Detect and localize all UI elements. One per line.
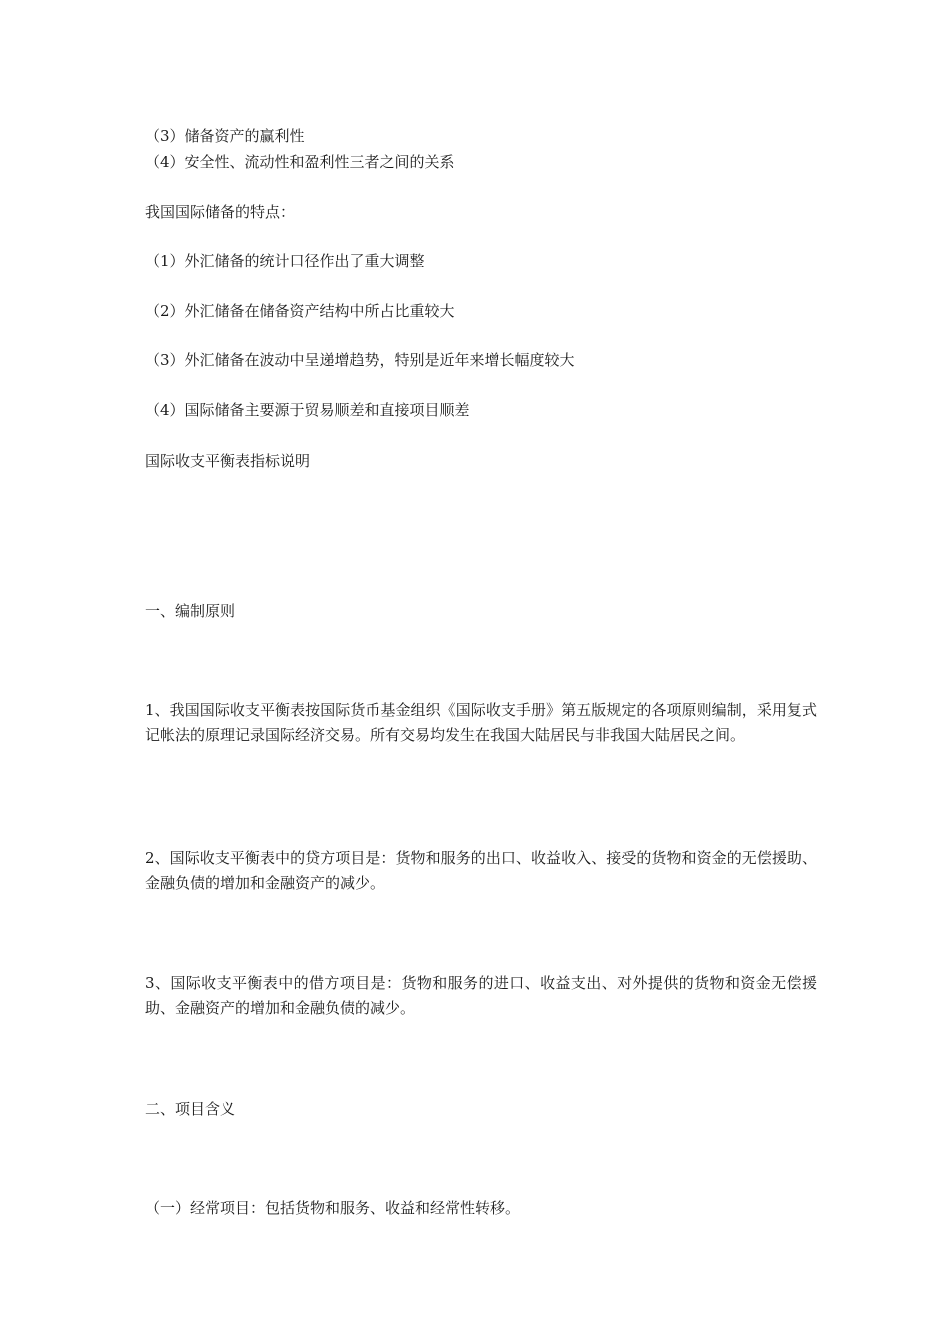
reserve-principle-item-4: （4）安全性、流动性和盈利性三者之间的关系 xyxy=(145,153,455,171)
section-2-item-1: （一）经常项目：包括货物和服务、收益和经常性转移。 xyxy=(145,1199,521,1217)
section-1-paragraph-2: 2、国际收支平衡表中的贷方项目是：货物和服务的出口、收益收入、接受的货物和资金的无偿援助、金融负债的增加和金融资产的减少。 xyxy=(145,849,817,892)
section-1-paragraph-3: 3、国际收支平衡表中的借方项目是：货物和服务的进口、收益支出、对外提供的货物和资金无偿援助、金融资产的增加和金融负债的减少。 xyxy=(145,974,817,1017)
section-1-paragraph-1: 1、我国国际收支平衡表按国际货币基金组织《国际收支手册》第五版规定的各项原则编制，采用复式记帐法的原理记录国际经济交易。所有交易均发生在我国大陆居民与非我国大陆居民之间。 xyxy=(145,701,817,744)
section-2-heading: 二、项目含义 xyxy=(145,1100,236,1118)
section-1-heading: 一、编制原则 xyxy=(145,602,236,620)
bop-title: 国际收支平衡表指标说明 xyxy=(145,452,311,470)
china-reserve-item-3: （3）外汇储备在波动中呈递增趋势，特别是近年来增长幅度较大 xyxy=(145,351,575,369)
china-reserve-item-4: （4）国际储备主要源于贸易顺差和直接项目顺差 xyxy=(145,401,470,419)
china-reserve-item-1: （1）外汇储备的统计口径作出了重大调整 xyxy=(145,252,425,270)
china-reserve-heading: 我国国际储备的特点： xyxy=(145,203,296,221)
china-reserve-item-2: （2）外汇储备在储备资产结构中所占比重较大 xyxy=(145,302,455,320)
reserve-principle-item-3: （3）储备资产的赢利性 xyxy=(145,127,305,145)
